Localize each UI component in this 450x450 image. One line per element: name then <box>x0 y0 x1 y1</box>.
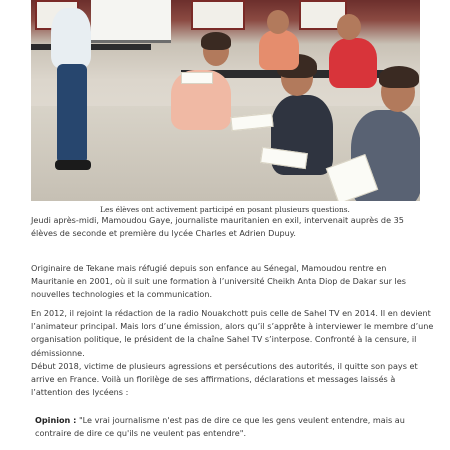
intro-paragraph <box>31 214 427 240</box>
paper-sheet <box>181 72 213 84</box>
text-line: l’attention des lycéens : <box>31 387 129 398</box>
speaker-jeans <box>57 64 87 164</box>
student-hair <box>201 32 231 50</box>
whiteboard <box>91 0 171 43</box>
text-line <box>35 414 427 427</box>
text-line: arrive en France. Voilà un florilège de ses affirmations, déclarations et messages laissés à <box>31 374 396 385</box>
opinion-label: Opinion : <box>35 415 77 425</box>
article-photo <box>31 0 420 201</box>
text-line: En 2012, il rejoint la rédaction de la radio Nouakchott puis celle de Sahel TV en 2014. Il en devient <box>31 308 431 318</box>
student-head <box>337 14 361 40</box>
opinion-quote <box>35 414 427 440</box>
text-line: Jeudi après-midi, Mamoudou Gaye, journaliste mauritanien en exil, intervenait auprès de 35 <box>31 215 404 225</box>
speaker-shirt <box>51 8 91 68</box>
text-line: démissionne. <box>31 347 85 358</box>
speaker-shoes <box>55 160 91 170</box>
origin-paragraph <box>31 262 427 302</box>
desk <box>31 44 151 50</box>
student <box>259 30 299 70</box>
text-line: Mauritanie en 2001, où il suit une formation à l’université Cheikh Anta Diop de Dakar sur les <box>31 276 406 287</box>
student-hair <box>379 66 419 88</box>
text-line: nouvelles technologies et la communication. <box>31 289 213 300</box>
career-paragraph <box>31 307 434 399</box>
student <box>329 38 377 88</box>
text-line: élèves de seconde et première du lycée Charles et Adrien Dupuy. <box>31 228 296 239</box>
text-line: l’animateur principal. Mais lors d’une émission, alors qu’il s’apprête à interviewer le membre d’une <box>31 321 434 332</box>
student-head <box>267 10 289 34</box>
quote-text: "Le vrai journalisme n'est pas de dire ce que les gens veulent entendre, mais au <box>76 415 405 425</box>
text-line: organisation politique, le président de la chaîne Sahel TV s’interpose. Confronté à la censure, il <box>31 334 417 345</box>
window <box>191 0 245 30</box>
text-line: Originaire de Tekane mais réfugié depuis son enfance au Sénegal, Mamoudou rentre en <box>31 263 387 273</box>
photo-caption: Les élèves ont activement participé en posant plusieurs questions. <box>100 205 350 214</box>
text-line: Début 2018, victime de plusieurs agressions et persécutions des autorités, il quitte son pays et <box>31 360 418 371</box>
text-line: contraire de dire ce qu'ils ne veulent pas entendre". <box>35 428 247 439</box>
